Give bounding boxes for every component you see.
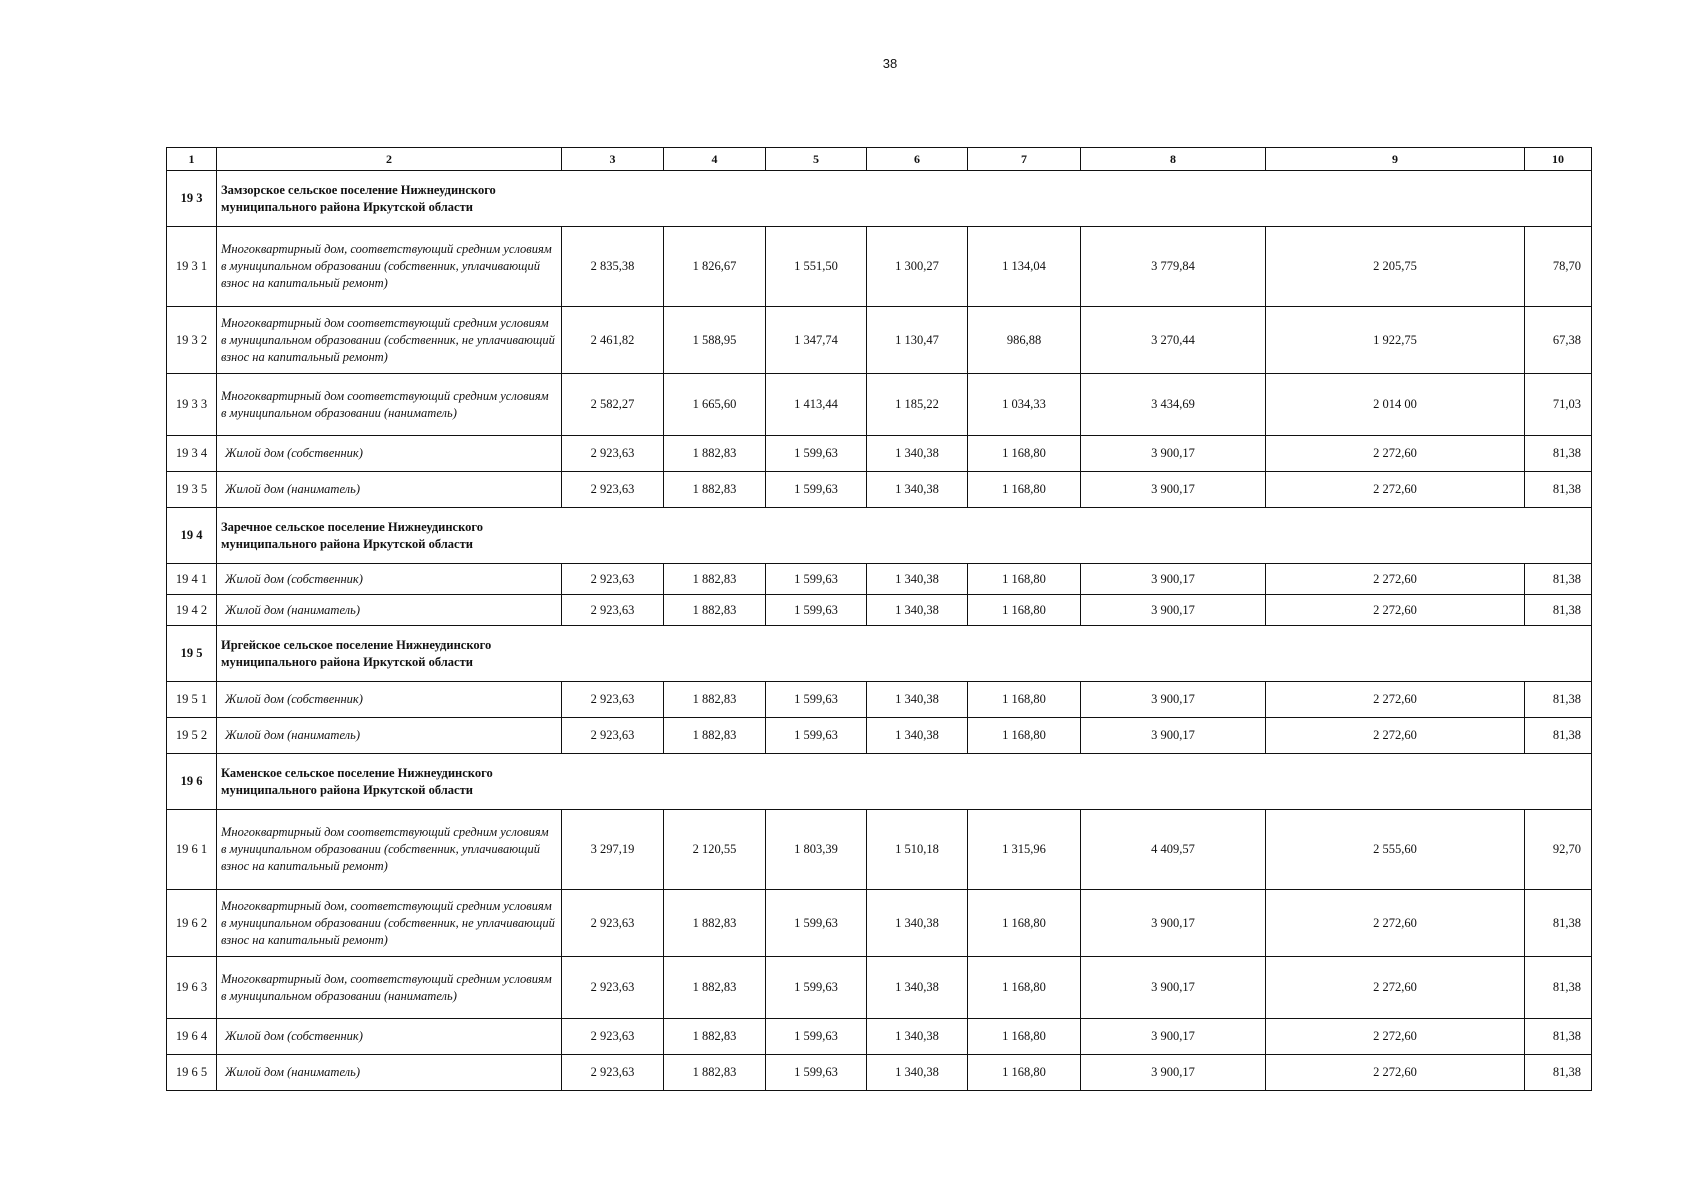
value-cell: 1 665,60 [664, 374, 766, 436]
column-header: 2 [217, 148, 562, 171]
table-row [167, 890, 1592, 957]
column-header: 9 [1266, 148, 1525, 171]
value-cell: 1 185,22 [867, 374, 968, 436]
value-cell: 3 900,17 [1081, 682, 1266, 718]
value-cell: 1 315,96 [968, 810, 1081, 890]
value-cell: 1 347,74 [766, 307, 867, 374]
value-cell: 1 134,04 [968, 227, 1081, 307]
value-cell: 78,70 [1525, 227, 1592, 307]
section-title [217, 626, 1592, 682]
row-code: 19 3 3 [167, 374, 217, 436]
section-row [167, 171, 1592, 227]
row-code: 19 6 3 [167, 957, 217, 1019]
value-cell: 81,38 [1525, 957, 1592, 1019]
value-cell: 1 510,18 [867, 810, 968, 890]
value-cell: 1 599,63 [766, 436, 867, 472]
value-cell: 2 272,60 [1266, 957, 1525, 1019]
column-header: 8 [1081, 148, 1266, 171]
value-cell: 1 882,83 [664, 472, 766, 508]
value-cell: 81,38 [1525, 436, 1592, 472]
value-cell: 2 923,63 [562, 472, 664, 508]
column-header: 10 [1525, 148, 1592, 171]
housing-type-desc: Жилой дом (наниматель) [217, 595, 562, 626]
value-cell: 2 923,63 [562, 595, 664, 626]
housing-type-desc: Жилой дом (собственник) [217, 564, 562, 595]
value-cell: 1 882,83 [664, 682, 766, 718]
table-row [167, 227, 1592, 307]
row-code: 19 5 2 [167, 718, 217, 754]
row-code: 19 3 2 [167, 307, 217, 374]
row-code: 19 3 1 [167, 227, 217, 307]
value-cell: 1 882,83 [664, 1055, 766, 1091]
value-cell: 2 923,63 [562, 890, 664, 957]
value-cell: 1 588,95 [664, 307, 766, 374]
table-row [167, 682, 1592, 718]
row-code: 19 4 [167, 508, 217, 564]
value-cell: 81,38 [1525, 890, 1592, 957]
value-cell: 986,88 [968, 307, 1081, 374]
value-cell: 3 900,17 [1081, 472, 1266, 508]
value-cell: 81,38 [1525, 472, 1592, 508]
value-cell: 1 599,63 [766, 595, 867, 626]
value-cell: 2 923,63 [562, 1055, 664, 1091]
value-cell: 3 900,17 [1081, 436, 1266, 472]
housing-type-desc: Многоквартирный дом соответствующий средним условиям в муниципальном образовании (наниматель) [217, 374, 562, 436]
table-row [167, 718, 1592, 754]
value-cell: 1 130,47 [867, 307, 968, 374]
section-title-text: Замзорское сельское поселение Нижнеудинского муниципального района Иркутской области [221, 182, 496, 214]
value-cell: 1 922,75 [1266, 307, 1525, 374]
value-cell: 1 882,83 [664, 595, 766, 626]
column-header-row [167, 148, 1592, 171]
section-title [217, 171, 1592, 227]
section-title [217, 754, 1592, 810]
table-row [167, 436, 1592, 472]
value-cell: 2 461,82 [562, 307, 664, 374]
value-cell: 2 923,63 [562, 1019, 664, 1055]
table-row [167, 374, 1592, 436]
value-cell: 67,38 [1525, 307, 1592, 374]
value-cell: 1 340,38 [867, 436, 968, 472]
section-title-text: Каменское сельское поселение Нижнеудинского муниципального района Иркутской области [221, 765, 493, 797]
value-cell: 2 272,60 [1266, 472, 1525, 508]
value-cell: 1 599,63 [766, 1019, 867, 1055]
column-header: 3 [562, 148, 664, 171]
value-cell: 3 900,17 [1081, 890, 1266, 957]
value-cell: 2 835,38 [562, 227, 664, 307]
value-cell: 3 434,69 [1081, 374, 1266, 436]
value-cell: 3 900,17 [1081, 957, 1266, 1019]
value-cell: 2 272,60 [1266, 1019, 1525, 1055]
table-row [167, 472, 1592, 508]
value-cell: 1 168,80 [968, 595, 1081, 626]
housing-type-desc: Многоквартирный дом, соответствующий средним условиям в муниципальном образовании (наниматель) [217, 957, 562, 1019]
value-cell: 2 272,60 [1266, 564, 1525, 595]
value-cell: 1 168,80 [968, 1019, 1081, 1055]
value-cell: 1 340,38 [867, 1019, 968, 1055]
housing-type-desc: Жилой дом (наниматель) [217, 1055, 562, 1091]
table-row [167, 595, 1592, 626]
value-cell: 1 340,38 [867, 564, 968, 595]
value-cell: 1 599,63 [766, 564, 867, 595]
value-cell: 2 272,60 [1266, 595, 1525, 626]
value-cell: 1 882,83 [664, 1019, 766, 1055]
housing-type-desc: Жилой дом (собственник) [217, 1019, 562, 1055]
value-cell: 4 409,57 [1081, 810, 1266, 890]
value-cell: 2 923,63 [562, 682, 664, 718]
value-cell: 1 340,38 [867, 595, 968, 626]
value-cell: 1 168,80 [968, 718, 1081, 754]
housing-type-desc: Многоквартирный дом, соответствующий средним условиям в муниципальном образовании (собственник, не уплачивающий взнос на капитальный ремонт) [217, 890, 562, 957]
row-code: 19 3 4 [167, 436, 217, 472]
table-row [167, 307, 1592, 374]
value-cell: 2 272,60 [1266, 436, 1525, 472]
value-cell: 1 168,80 [968, 436, 1081, 472]
value-cell: 92,70 [1525, 810, 1592, 890]
value-cell: 2 272,60 [1266, 718, 1525, 754]
value-cell: 1 340,38 [867, 682, 968, 718]
value-cell: 1 168,80 [968, 682, 1081, 718]
row-code: 19 6 5 [167, 1055, 217, 1091]
housing-type-desc: Многоквартирный дом соответствующий средним условиям в муниципальном образовании (собственник, уплачивающий взнос на капитальный ремонт) [217, 810, 562, 890]
value-cell: 2 923,63 [562, 957, 664, 1019]
value-cell: 2 205,75 [1266, 227, 1525, 307]
value-cell: 2 923,63 [562, 564, 664, 595]
value-cell: 1 340,38 [867, 472, 968, 508]
value-cell: 2 272,60 [1266, 682, 1525, 718]
value-cell: 1 034,33 [968, 374, 1081, 436]
column-header: 4 [664, 148, 766, 171]
value-cell: 81,38 [1525, 1055, 1592, 1091]
value-cell: 2 923,63 [562, 436, 664, 472]
row-code: 19 4 2 [167, 595, 217, 626]
column-header: 6 [867, 148, 968, 171]
value-cell: 1 413,44 [766, 374, 867, 436]
housing-type-desc: Жилой дом (наниматель) [217, 472, 562, 508]
value-cell: 81,38 [1525, 682, 1592, 718]
table-row [167, 1019, 1592, 1055]
value-cell: 1 340,38 [867, 718, 968, 754]
value-cell: 1 882,83 [664, 436, 766, 472]
value-cell: 1 882,83 [664, 890, 766, 957]
value-cell: 1 599,63 [766, 890, 867, 957]
column-header: 5 [766, 148, 867, 171]
value-cell: 1 300,27 [867, 227, 968, 307]
value-cell: 81,38 [1525, 595, 1592, 626]
value-cell: 2 272,60 [1266, 890, 1525, 957]
row-code: 19 6 4 [167, 1019, 217, 1055]
value-cell: 2 120,55 [664, 810, 766, 890]
value-cell: 3 779,84 [1081, 227, 1266, 307]
table-row [167, 564, 1592, 595]
value-cell: 1 168,80 [968, 890, 1081, 957]
value-cell: 1 599,63 [766, 682, 867, 718]
column-header: 7 [968, 148, 1081, 171]
value-cell: 1 599,63 [766, 1055, 867, 1091]
tariff-table [166, 147, 1592, 1091]
row-code: 19 3 5 [167, 472, 217, 508]
value-cell: 1 168,80 [968, 1055, 1081, 1091]
section-title [217, 508, 1592, 564]
value-cell: 81,38 [1525, 1019, 1592, 1055]
value-cell: 1 340,38 [867, 890, 968, 957]
value-cell: 1 599,63 [766, 718, 867, 754]
housing-type-desc: Многоквартирный дом, соответствующий средним условиям в муниципальном образовании (собственник, уплачивающий взнос на капитальный ремонт) [217, 227, 562, 307]
value-cell: 81,38 [1525, 564, 1592, 595]
housing-type-desc: Жилой дом (наниматель) [217, 718, 562, 754]
column-header: 1 [167, 148, 217, 171]
value-cell: 3 900,17 [1081, 718, 1266, 754]
value-cell: 1 826,67 [664, 227, 766, 307]
value-cell: 1 882,83 [664, 718, 766, 754]
section-row [167, 508, 1592, 564]
value-cell: 1 168,80 [968, 564, 1081, 595]
value-cell: 1 599,63 [766, 472, 867, 508]
value-cell: 1 882,83 [664, 564, 766, 595]
table-row [167, 810, 1592, 890]
section-row [167, 626, 1592, 682]
value-cell: 3 900,17 [1081, 1019, 1266, 1055]
housing-type-desc: Жилой дом (собственник) [217, 682, 562, 718]
value-cell: 2 555,60 [1266, 810, 1525, 890]
row-code: 19 5 1 [167, 682, 217, 718]
value-cell: 3 900,17 [1081, 1055, 1266, 1091]
housing-type-desc: Жилой дом (собственник) [217, 436, 562, 472]
section-title-text: Иргейское сельское поселение Нижнеудинского муниципального района Иркутской области [221, 637, 492, 669]
row-code: 19 4 1 [167, 564, 217, 595]
row-code: 19 6 [167, 754, 217, 810]
page-number: 38 [882, 56, 898, 71]
value-cell: 71,03 [1525, 374, 1592, 436]
value-cell: 1 168,80 [968, 472, 1081, 508]
value-cell: 3 900,17 [1081, 595, 1266, 626]
value-cell: 2 582,27 [562, 374, 664, 436]
row-code: 19 3 [167, 171, 217, 227]
value-cell: 1 340,38 [867, 957, 968, 1019]
table-row [167, 957, 1592, 1019]
value-cell: 2 923,63 [562, 718, 664, 754]
value-cell: 3 270,44 [1081, 307, 1266, 374]
value-cell: 1 882,83 [664, 957, 766, 1019]
section-title-text: Заречное сельское поселение Нижнеудинского муниципального района Иркутской области [221, 519, 483, 551]
value-cell: 81,38 [1525, 718, 1592, 754]
row-code: 19 6 2 [167, 890, 217, 957]
value-cell: 1 168,80 [968, 957, 1081, 1019]
housing-type-desc: Многоквартирный дом соответствующий средним условиям в муниципальном образовании (собственник, не уплачивающий взнос на капитальный ремонт) [217, 307, 562, 374]
table-row [167, 1055, 1592, 1091]
value-cell: 1 803,39 [766, 810, 867, 890]
value-cell: 3 900,17 [1081, 564, 1266, 595]
value-cell: 1 551,50 [766, 227, 867, 307]
value-cell: 1 599,63 [766, 957, 867, 1019]
value-cell: 2 014 00 [1266, 374, 1525, 436]
row-code: 19 5 [167, 626, 217, 682]
row-code: 19 6 1 [167, 810, 217, 890]
value-cell: 3 297,19 [562, 810, 664, 890]
section-row [167, 754, 1592, 810]
value-cell: 1 340,38 [867, 1055, 968, 1091]
value-cell: 2 272,60 [1266, 1055, 1525, 1091]
